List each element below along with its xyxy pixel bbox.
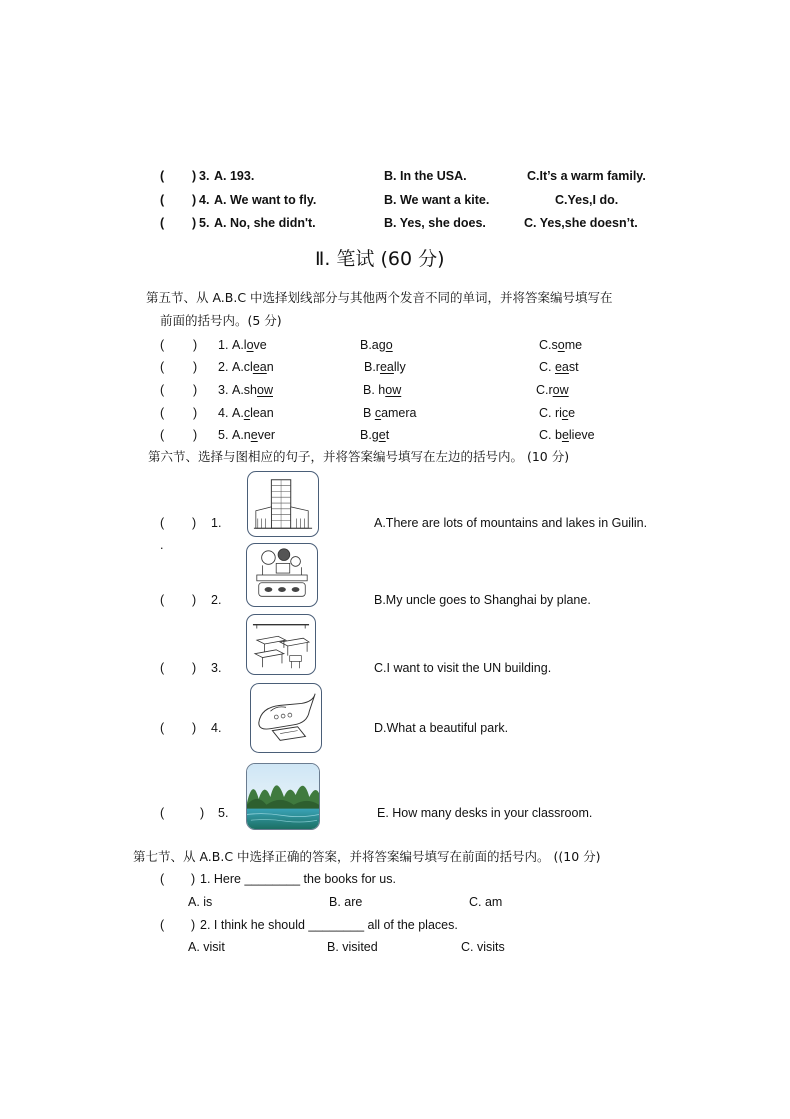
s5-heading-line1: 第五节、从 A.B.C 中选择划线部分与其他两个发音不同的单词，并将答案编号填写在	[146, 290, 613, 305]
option-c-underlined: ea	[554, 360, 569, 374]
paren-open: (	[160, 918, 165, 932]
option-c-underlined: c	[561, 406, 569, 420]
item-number: 4.	[218, 406, 229, 420]
option-a-prefix: A.sh	[232, 383, 258, 397]
paren-open: (	[160, 193, 165, 207]
option-b	[360, 427, 389, 443]
paren-close: )	[192, 593, 197, 607]
item-number: 2.	[211, 593, 222, 607]
option-b: B. Yes, she does.	[384, 216, 486, 230]
sentence: E. How many desks in your classroom.	[377, 806, 593, 820]
option-a-underlined: c	[243, 406, 251, 420]
option-a	[232, 337, 267, 353]
paren-open: (	[160, 406, 165, 420]
question-stem: 1. Here ________ the books for us.	[200, 872, 396, 886]
option-b-prefix: B.g	[360, 428, 379, 442]
option-b-underlined: ow	[385, 383, 402, 397]
paren-open: (	[160, 428, 165, 442]
option-a: A. No, she didn't.	[214, 216, 316, 230]
paren-close: )	[193, 338, 198, 352]
option-c-prefix: C.r	[536, 383, 553, 397]
option-a: A. visit	[188, 940, 225, 954]
paren-close: )	[193, 406, 198, 420]
option-c: C.Yes,I do.	[555, 193, 619, 207]
option-b-underlined: c	[374, 406, 382, 420]
option-a	[232, 427, 275, 443]
option-a-prefix: A.cl	[232, 360, 253, 374]
option-a-prefix: A.n	[232, 428, 251, 442]
item-number: 4.	[211, 721, 222, 735]
question-number: 5.	[199, 216, 210, 230]
paren-open: (	[160, 383, 165, 397]
option-b-prefix: B	[363, 406, 375, 420]
paren-close: )	[193, 360, 198, 374]
option-b-prefix: B.r	[364, 360, 380, 374]
option-b	[363, 405, 417, 421]
paren-close: )	[193, 383, 198, 397]
paren-open: (	[160, 338, 165, 352]
plane-icon	[251, 684, 321, 752]
option-c	[539, 359, 579, 375]
paren-open: (	[160, 169, 165, 183]
option-c: C. visits	[461, 940, 505, 954]
paren-close: )	[192, 721, 197, 735]
section-title: Ⅱ. 笔试 (60 分)	[315, 248, 445, 270]
s7-heading: 第七节、从 A.B.C 中选择正确的答案，并将答案编号填写在前面的括号内。 ((10 分)	[133, 849, 601, 864]
option-a-suffix: n	[266, 360, 274, 374]
paren-close: )	[191, 918, 196, 932]
option-a: A. We want to fly.	[214, 193, 317, 207]
paren-close: )	[193, 428, 198, 442]
option-c: C. am	[469, 895, 503, 909]
item-number: 5.	[218, 806, 229, 820]
question-stem: 2. I think he should ________ all of the places.	[200, 918, 458, 932]
option-a-prefix: A.l	[232, 338, 247, 352]
option-b-underlined: ea	[379, 360, 394, 374]
option-b: B. In the USA.	[384, 169, 467, 183]
option-c	[539, 337, 582, 353]
item-number: 1.	[218, 338, 229, 352]
paren-open: (	[160, 516, 165, 530]
option-b-prefix: B. h	[363, 383, 386, 397]
option-b-underlined: e	[378, 428, 386, 442]
option-b-prefix: B.ag	[360, 338, 386, 352]
option-a-underlined: ow	[257, 383, 273, 397]
building-icon	[248, 472, 318, 536]
option-a: A. is	[188, 895, 213, 909]
option-a	[232, 359, 274, 375]
option-a-underlined: e	[250, 428, 258, 442]
park-icon	[247, 544, 317, 606]
option-b-suffix: t	[385, 428, 390, 442]
sentence: B.My uncle goes to Shanghai by plane.	[374, 593, 591, 607]
picture-desks	[246, 614, 316, 675]
option-c-prefix: C. ri	[539, 406, 562, 420]
option-c-prefix: C.s	[539, 338, 558, 352]
s6-heading: 第六节、选择与图相应的句子，并将答案编号填写在左边的括号内。 (10 分)	[148, 449, 570, 464]
picture-plane	[250, 683, 322, 753]
option-c-underlined: ow	[552, 383, 569, 397]
s5-heading-line2: 前面的括号内。(5 分)	[160, 313, 282, 328]
option-c: C.It’s a warm family.	[527, 169, 646, 183]
option-a-prefix: A.	[232, 406, 244, 420]
option-b: B. We want a kite.	[384, 193, 490, 207]
paren-close: )	[192, 216, 197, 230]
option-c-suffix: me	[564, 338, 583, 352]
paren-open: (	[160, 721, 165, 735]
sentence: D.What a beautiful park.	[374, 721, 509, 735]
paren-close: )	[192, 169, 197, 183]
question-number: 4.	[199, 193, 210, 207]
option-c-prefix: C. b	[539, 428, 562, 442]
picture-guilin	[246, 763, 320, 830]
item-number: 2.	[218, 360, 229, 374]
paren-close: )	[192, 193, 197, 207]
option-a	[232, 382, 273, 398]
option-c	[539, 427, 595, 443]
sentence: C.I want to visit the UN building.	[374, 661, 552, 675]
paren-close: )	[200, 806, 205, 820]
desks-icon	[247, 615, 315, 674]
option-a: A. 193.	[214, 169, 255, 183]
stray-dot: .	[160, 538, 164, 552]
item-number: 1.	[211, 516, 222, 530]
option-b: B. are	[329, 895, 363, 909]
option-a-suffix: lean	[250, 406, 274, 420]
paren-close: )	[191, 872, 196, 886]
paren-close: )	[192, 661, 197, 675]
option-c-suffix: st	[568, 360, 579, 374]
paren-close: )	[192, 516, 197, 530]
paren-open: (	[160, 593, 165, 607]
option-c: C. Yes,she doesn’t.	[524, 216, 638, 230]
option-c-suffix: lieve	[568, 428, 595, 442]
option-b	[364, 359, 406, 375]
option-b-underlined: o	[385, 338, 393, 352]
paren-open: (	[160, 216, 165, 230]
option-b-suffix: lly	[393, 360, 406, 374]
sentence: A.There are lots of mountains and lakes in Guilin.	[374, 516, 648, 530]
landscape-icon	[247, 764, 319, 829]
option-c-underlined: e	[561, 428, 569, 442]
option-a	[232, 405, 274, 421]
question-number: 3.	[199, 169, 210, 183]
option-b-suffix: amera	[381, 406, 417, 420]
option-c-prefix: C.	[539, 360, 555, 374]
item-number: 3.	[218, 383, 229, 397]
option-b: B. visited	[327, 940, 378, 954]
option-c-suffix: e	[568, 406, 576, 420]
paren-open: (	[160, 661, 165, 675]
option-b	[360, 337, 393, 353]
option-a-underlined: o	[246, 338, 254, 352]
paren-open: (	[160, 806, 165, 820]
option-a-suffix: ve	[253, 338, 267, 352]
picture-park	[246, 543, 318, 607]
item-number: 3.	[211, 661, 222, 675]
option-b	[363, 382, 401, 398]
item-number: 5.	[218, 428, 229, 442]
paren-open: (	[160, 360, 165, 374]
picture-un-building	[247, 471, 319, 537]
option-a-underlined: ea	[252, 360, 267, 374]
paren-open: (	[160, 872, 165, 886]
option-c	[539, 405, 575, 421]
option-c-underlined: o	[557, 338, 565, 352]
option-a-suffix: ver	[257, 428, 276, 442]
option-c	[536, 382, 569, 398]
